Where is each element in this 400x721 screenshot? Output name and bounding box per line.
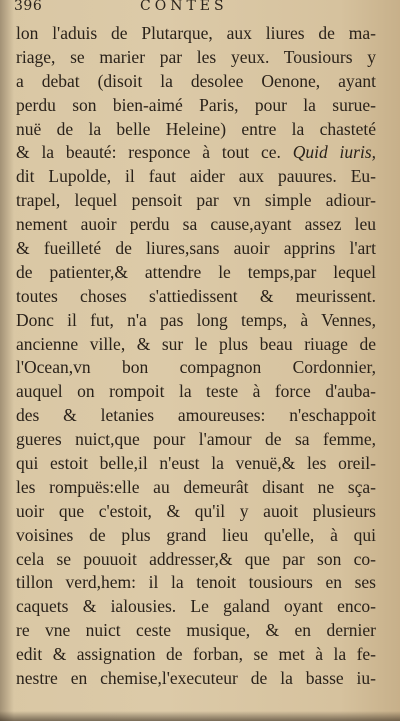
text-line: ancienne ville, & sur le plus beau riuage de: [16, 333, 376, 354]
text-line: toutes choses s'attiedissent & meurissent.: [16, 285, 376, 306]
text-line-with-italic: [16, 141, 376, 165]
text-line: tillon verd,hem: il la tenoit tousiours en ses: [16, 572, 376, 593]
text-line: caquets & ialousies. Le galand oyant enco-: [16, 596, 376, 617]
text-line: nuë de la belle Heleine) entre la chasteté: [16, 118, 376, 139]
running-head: CONTES: [140, 0, 228, 14]
text-line: de patienter,& attendre le temps,par lequel: [16, 261, 376, 282]
text-line: trapel, lequel pensoit par vn simple adiour-: [16, 190, 376, 211]
text-line: dit Lupolde, il faut aider aux pauures. Eu-: [16, 166, 376, 187]
text-line: re vne nuict ceste musique, & en dernier: [16, 620, 376, 641]
text-line: des & letanies amoureuses: n'eschappoit: [16, 405, 376, 426]
text-line: & fueilleté de liures,sans auoir apprins l'art: [16, 238, 376, 259]
text-line: les rompuës:elle au demeurât disant ne sça-: [16, 476, 376, 497]
text-line: edit & assignation de forban, se met à la fe-: [16, 644, 376, 665]
italic-phrase: Quid iuris,: [292, 142, 376, 163]
text-line: lon l'aduis de Plutarque, aux liures de ma-: [16, 23, 376, 43]
text-line: nestre en chemise,l'executeur de la basse iu-: [16, 668, 376, 689]
text-line: cela se pouuoit addresser,& que par son co-: [16, 548, 376, 569]
text-line: a debat (disoit la desolee Oenone, ayant: [16, 70, 376, 91]
text-line: riage, se marier par les yeux. Tousiours y: [16, 46, 376, 67]
text-line: voisines de plus grand lieu qu'elle, à qui: [16, 524, 376, 545]
body-text: [16, 22, 376, 691]
gutter-shadow: [0, 0, 14, 721]
text-line: qui estoit belle,il n'eust la venuë,& les oreil-: [16, 453, 376, 474]
text-line: Donc il fut, n'a pas long temps, à Vennes,: [16, 309, 376, 330]
text-line: uoir que c'estoit, & qu'il y auoit plusieurs: [16, 500, 376, 521]
page-bottom-edge: [0, 711, 400, 721]
page-header: [0, 0, 400, 16]
text-line: gueres nuict,que pour l'amour de sa femme,: [16, 429, 376, 450]
page-number: 396: [14, 0, 43, 14]
text-line: nement auoir perdu sa cause,ayant assez leu: [16, 214, 376, 235]
text-line: perdu son bien-aimé Paris, pour la surue-: [16, 94, 376, 115]
text-line: l'Ocean,vn bon compagnon Cordonnier,: [16, 357, 376, 378]
text-segment: & la beauté: responce à tout ce.: [16, 142, 281, 163]
text-line: auquel on rompoit la teste à force d'auba-: [16, 381, 376, 402]
